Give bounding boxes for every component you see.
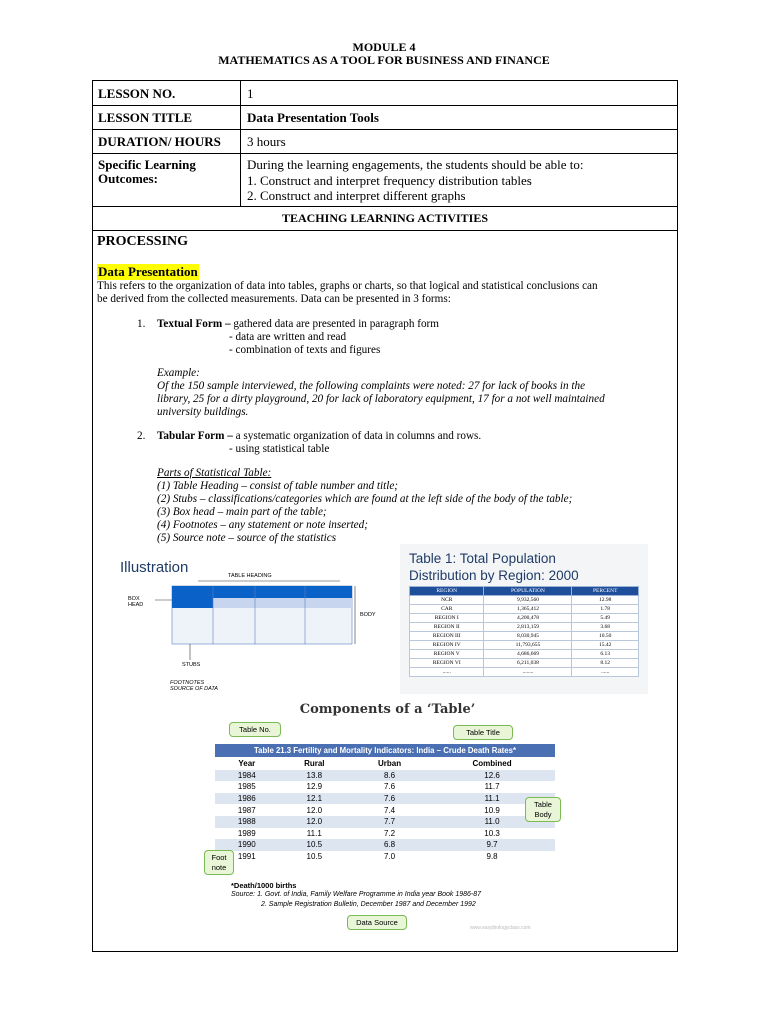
cell: NCR <box>410 596 484 605</box>
cell: 10.3 <box>484 828 500 838</box>
item2-title: Tabular Form – <box>157 430 233 442</box>
cell: 8.12 <box>572 659 639 668</box>
illustration-title: Illustration <box>120 559 189 576</box>
table-row <box>215 793 555 805</box>
item2-text: a systematic organization of data in columns and rows. <box>235 430 482 442</box>
components-table-title: Table 21.3 Fertility and Mortality Indicators: India – Crude Death Rates* <box>215 744 555 757</box>
part-item: (5) Source note – source of the statistics <box>157 532 337 544</box>
cell: 7.7 <box>383 817 396 827</box>
table-row <box>215 770 555 782</box>
cell: CAR <box>410 605 484 614</box>
population-title-2: Distribution by Region: 2000 <box>409 568 579 583</box>
module-title: MATHEMATICS AS A TOOL FOR BUSINESS AND FINANCE <box>218 53 550 67</box>
cell: 2,813,159 <box>484 623 572 632</box>
table-row <box>410 623 639 632</box>
components-title: Components of a ‘Table’ <box>299 702 476 717</box>
cell: 11.0 <box>484 817 500 827</box>
callout-table-no: Table No. <box>229 722 281 737</box>
example-line-1: Of the 150 sample interviewed, the following complaints were noted: 27 for lack of books in the <box>157 380 586 392</box>
cell: 1986 <box>237 794 256 804</box>
intro-line-2: be derived from the collected measurements. Data can be presented in 3 forms: <box>97 293 451 305</box>
cell: ...... <box>572 668 639 677</box>
table-row <box>410 641 639 650</box>
box-head-label-2: HEAD <box>128 602 144 608</box>
cell: 12.0 <box>306 805 323 815</box>
cell: 6.8 <box>383 840 396 850</box>
source-label: SOURCE OF DATA <box>170 686 218 692</box>
cell: 6.13 <box>572 650 639 659</box>
item2-number: 2. <box>137 430 146 442</box>
outcome-1: 1. Construct and interpret frequency distribution tables <box>247 173 532 188</box>
cell: 11.1 <box>484 794 500 804</box>
cell: ...... <box>410 668 484 677</box>
cell: 4,686,669 <box>484 650 572 659</box>
part-item: (4) Footnotes – any statement or note inserted; <box>157 519 368 531</box>
lesson-no-label: LESSON NO. <box>98 86 176 101</box>
cell: 7.4 <box>383 805 396 815</box>
item1-sub1: - data are written and read <box>229 331 347 343</box>
cell: ........ <box>484 668 572 677</box>
table-row <box>215 851 555 863</box>
table-row <box>410 596 639 605</box>
activities-title: TEACHING LEARNING ACTIVITIES <box>281 211 489 225</box>
callout-table-body-line-1: Table <box>534 800 552 809</box>
cell: 12.0 <box>306 817 323 827</box>
item1-line <box>157 318 439 331</box>
example-line-2: library, 25 for a dirty playground, 20 for lack of laboratory equipment, 17 for a not well maintained <box>157 393 605 405</box>
table-row <box>215 804 555 816</box>
components-table <box>215 758 555 862</box>
cell: 13.8 <box>306 770 323 780</box>
cell: 8,030,945 <box>484 632 572 641</box>
components-table-image <box>195 700 580 940</box>
components-source-2: 2. Sample Registration Bulletin, December 1987 and December 1992 <box>261 901 476 908</box>
cell: 3.68 <box>572 623 639 632</box>
table-row <box>215 781 555 793</box>
cell: 7.2 <box>383 828 396 838</box>
cell: REGION V <box>410 650 484 659</box>
components-header: Combined <box>472 759 512 769</box>
cell: 12.6 <box>484 770 500 780</box>
cell: REGION III <box>410 632 484 641</box>
callout-table-body <box>525 797 561 822</box>
body-label: BODY <box>360 612 376 618</box>
callout-table-title: Table Title <box>453 725 513 740</box>
cell: 1984 <box>237 770 256 780</box>
box-head-label-1: BOX <box>128 596 140 602</box>
lesson-no-value: 1 <box>247 86 254 101</box>
cell: 1991 <box>237 852 256 862</box>
cell: 7.6 <box>383 782 396 792</box>
illustration-image <box>110 556 395 696</box>
example-label: Example: <box>157 367 200 379</box>
table-row <box>410 650 639 659</box>
item2-sub1: - using statistical table <box>229 443 330 455</box>
callout-foot-note-line-1: Foot <box>211 853 227 862</box>
cell: 9.8 <box>486 852 498 862</box>
callout-foot-note <box>204 850 234 875</box>
cell: 6,211,038 <box>484 659 572 668</box>
cell: 1990 <box>237 840 256 850</box>
outcome-2: 2. Construct and interpret different graphs <box>247 188 466 203</box>
components-footnote: *Death/1000 births <box>231 881 297 890</box>
cell: 4,200,478 <box>484 614 572 623</box>
cell: 10.9 <box>484 805 500 815</box>
cell: 12.98 <box>572 596 639 605</box>
watermark-text: www.easybiologyclass.com <box>470 925 531 931</box>
duration-value: 3 hours <box>247 134 286 149</box>
table-row <box>215 816 555 828</box>
cell: 7.0 <box>383 852 396 862</box>
table-heading-label: TABLE HEADING <box>228 573 272 579</box>
module-number: MODULE 4 <box>352 40 416 54</box>
processing-heading: PROCESSING <box>97 234 189 249</box>
cell: 11,793,655 <box>484 641 572 650</box>
item1-title: Textual Form – <box>157 318 231 330</box>
cell: 1989 <box>237 828 256 838</box>
population-title-1: Table 1: Total Population <box>409 551 556 566</box>
components-source-1: Source: 1. Govt. of India, Family Welfare Programme in India year Book 1986-87 <box>231 891 482 898</box>
cell: 5.49 <box>572 614 639 623</box>
example-line-3: university buildings. <box>157 406 249 418</box>
outcomes-intro: During the learning engagements, the students should be able to: <box>247 157 584 172</box>
data-presentation-heading: Data Presentation <box>98 264 198 279</box>
cell: 9,932,560 <box>484 596 572 605</box>
item1-sub2: - combination of texts and figures <box>229 344 381 356</box>
cell: 15.42 <box>572 641 639 650</box>
cell: 1985 <box>237 782 256 792</box>
footnotes-label: FOOTNOTES <box>170 680 205 686</box>
outcomes-label-1: Specific Learning <box>98 157 196 172</box>
population-header: POPULATION <box>484 587 572 596</box>
components-header: Rural <box>304 759 325 769</box>
cell: REGION II <box>410 623 484 632</box>
cell: 1988 <box>237 817 256 827</box>
table-row <box>215 839 555 851</box>
cell: 10.50 <box>572 632 639 641</box>
table-row <box>410 659 639 668</box>
table-row <box>215 828 555 840</box>
cell: 1.78 <box>572 605 639 614</box>
item1-text: gathered data are presented in paragraph form <box>233 318 439 330</box>
cell: REGION I <box>410 614 484 623</box>
cell: 11.7 <box>484 782 500 792</box>
components-header: Year <box>238 759 256 769</box>
callout-data-source: Data Source <box>347 915 407 930</box>
lesson-title-label: LESSON TITLE <box>98 110 193 125</box>
cell: 12.1 <box>306 794 323 804</box>
population-table <box>409 586 639 677</box>
stubs-label: STUBS <box>182 662 201 668</box>
cell: 12.9 <box>306 782 323 792</box>
cell: 1,365,412 <box>484 605 572 614</box>
callout-foot-note-line-2: note <box>211 863 227 872</box>
duration-label: DURATION/ HOURS <box>98 134 221 149</box>
table-row <box>410 668 639 677</box>
table-row <box>410 632 639 641</box>
part-item: (2) Stubs – classifications/categories which are found at the left side of the body of the table; <box>157 493 573 505</box>
illustration-diagram <box>110 556 395 696</box>
cell: 1987 <box>237 805 256 815</box>
item1-number: 1. <box>137 318 146 330</box>
table-row <box>410 614 639 623</box>
callout-table-body-line-2: Body <box>534 810 552 819</box>
table-row <box>410 605 639 614</box>
intro-line-1: This refers to the organization of data into tables, graphs or charts, so that logical and statistical conclusions can <box>97 280 598 292</box>
population-table-image <box>400 544 648 694</box>
part-item: (3) Box head – main part of the table; <box>157 506 327 518</box>
outcomes-label-2: Outcomes: <box>98 171 158 186</box>
item2-line <box>157 430 481 443</box>
population-header: REGION <box>410 587 484 596</box>
cell: 10.5 <box>306 852 323 862</box>
components-header: Urban <box>377 759 402 769</box>
parts-title: Parts of Statistical Table: <box>157 467 272 479</box>
lesson-title-value: Data Presentation Tools <box>247 110 379 125</box>
cell: 10.5 <box>306 840 323 850</box>
population-header: PERCENT <box>572 587 639 596</box>
cell: 9.7 <box>486 840 498 850</box>
cell: 11.1 <box>306 828 322 838</box>
cell: REGION IV <box>410 641 484 650</box>
cell: 8.6 <box>383 770 396 780</box>
cell: 7.6 <box>383 794 396 804</box>
part-item: (1) Table Heading – consist of table number and title; <box>157 480 399 492</box>
cell: REGION VI <box>410 659 484 668</box>
